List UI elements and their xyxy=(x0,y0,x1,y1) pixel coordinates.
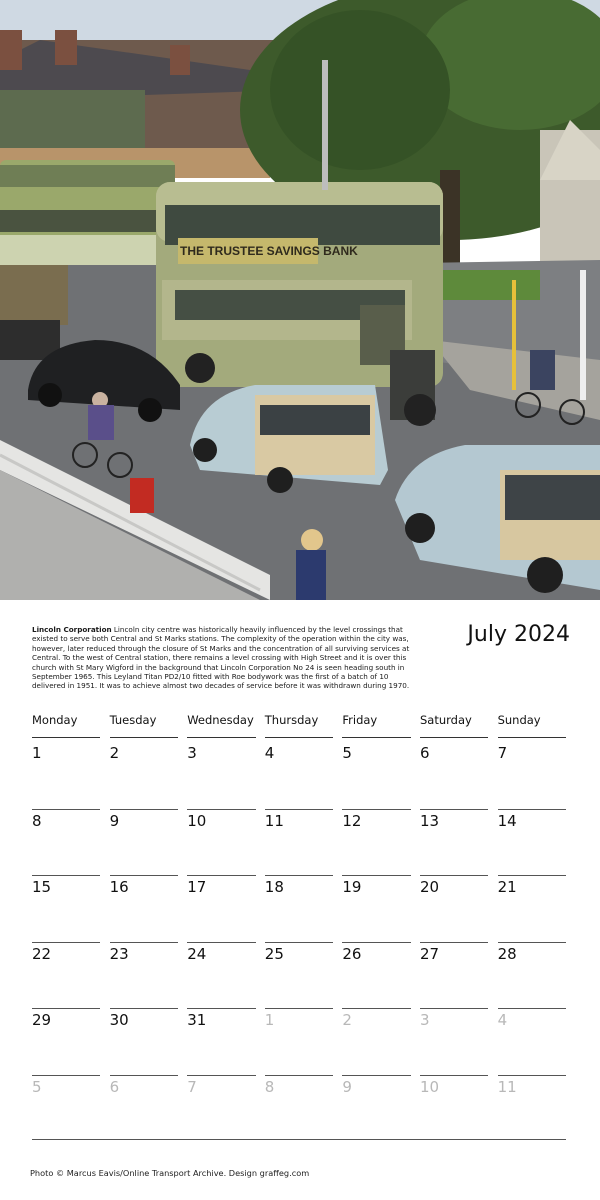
weekday-header: Monday xyxy=(32,710,100,738)
weekday-header: Friday xyxy=(342,710,410,738)
day-cell[interactable] xyxy=(187,1008,255,1075)
day-cell[interactable] xyxy=(187,942,255,1009)
day-cell[interactable] xyxy=(110,742,178,809)
day-number: 26 xyxy=(342,944,362,963)
caption-text: Lincoln city centre was historically heavily influenced by the level crossings that existed to serve both Central and St Marks stations. The complexity of the operation within the city was, however, later reduced through the closure of St Marks and the concentration of all surviving services at Central. To the west of Central station, there remains a level crossing with High Street and it is over this church with St Mary Wigford in the background that Lincoln Corporation No 24 is seen heading south in September 1965. This Leyland Titan PD2/10 fitted with Roe bodywork was the first of a batch of 10 delivered in 1951. It was to achieve almost two decades of service before it was withdrawn during 1970. xyxy=(32,625,410,691)
day-number: 22 xyxy=(32,944,52,963)
day-number: 6 xyxy=(419,744,430,762)
day-number: 9 xyxy=(109,811,120,830)
day-number: 20 xyxy=(419,878,440,896)
day-cell[interactable] xyxy=(187,809,255,876)
day-number: 23 xyxy=(109,944,129,963)
week-row xyxy=(32,809,566,876)
day-number: 15 xyxy=(32,878,52,896)
day-cell[interactable] xyxy=(110,942,178,1009)
week-row xyxy=(32,1008,566,1075)
day-cell[interactable] xyxy=(342,942,410,1009)
week-row xyxy=(32,1075,566,1142)
day-number: 9 xyxy=(342,1077,352,1096)
day-cell-other-month[interactable] xyxy=(187,1075,255,1142)
day-cell[interactable] xyxy=(342,875,410,942)
day-number: 3 xyxy=(419,1011,430,1029)
day-cell-other-month[interactable] xyxy=(342,1008,410,1075)
day-cell[interactable] xyxy=(342,742,410,809)
day-cell[interactable] xyxy=(187,875,255,942)
calendar-grid xyxy=(32,710,566,1141)
weekday-header: Wednesday xyxy=(187,710,255,738)
weekday-header: Thursday xyxy=(265,710,333,738)
weekday-header: Tuesday xyxy=(110,710,178,738)
weekday-header: Sunday xyxy=(498,710,566,738)
day-number: 4 xyxy=(497,1011,508,1029)
day-number: 19 xyxy=(342,878,362,896)
day-cell-other-month[interactable] xyxy=(498,1075,566,1142)
week-row xyxy=(32,942,566,1009)
day-cell[interactable] xyxy=(187,742,255,809)
day-cell-other-month[interactable] xyxy=(498,1008,566,1075)
day-cell[interactable] xyxy=(342,809,410,876)
day-cell[interactable] xyxy=(32,875,100,942)
day-cell-other-month[interactable] xyxy=(265,1075,333,1142)
weekday-header-row xyxy=(32,710,566,742)
svg-text:THE TRUSTEE SAVINGS BANK: THE TRUSTEE SAVINGS BANK xyxy=(180,244,358,258)
day-number: 13 xyxy=(419,811,440,830)
caption-title: Lincoln Corporation xyxy=(32,625,112,634)
day-cell[interactable] xyxy=(265,942,333,1009)
day-number: 18 xyxy=(264,878,284,896)
day-cell[interactable] xyxy=(420,875,488,942)
day-number: 27 xyxy=(419,944,440,963)
photo-caption xyxy=(32,625,417,691)
week-row xyxy=(32,875,566,942)
day-number: 16 xyxy=(109,878,129,896)
day-cell[interactable] xyxy=(498,942,566,1009)
month-year: 2024 xyxy=(514,622,570,647)
day-number: 31 xyxy=(187,1011,207,1029)
day-number: 6 xyxy=(109,1077,120,1096)
day-number: 2 xyxy=(109,744,120,762)
day-number: 10 xyxy=(419,1077,440,1096)
day-number: 3 xyxy=(187,744,197,762)
day-number: 5 xyxy=(342,744,352,762)
day-cell[interactable] xyxy=(110,1008,178,1075)
day-cell[interactable] xyxy=(420,809,488,876)
day-number: 12 xyxy=(342,811,362,830)
day-number: 1 xyxy=(32,744,42,762)
day-cell-other-month[interactable] xyxy=(420,1075,488,1142)
day-number: 4 xyxy=(264,744,275,762)
day-number: 8 xyxy=(32,811,42,830)
day-cell-other-month[interactable] xyxy=(420,1008,488,1075)
day-number: 25 xyxy=(264,944,284,963)
day-cell-other-month[interactable] xyxy=(265,1008,333,1075)
day-number: 7 xyxy=(497,744,508,762)
week-row xyxy=(32,742,566,809)
day-number: 5 xyxy=(32,1077,42,1096)
day-number: 11 xyxy=(264,811,284,830)
day-cell[interactable] xyxy=(32,742,100,809)
day-cell[interactable] xyxy=(265,742,333,809)
day-number: 1 xyxy=(264,1011,275,1029)
day-number: 28 xyxy=(497,944,517,963)
weekday-header: Saturday xyxy=(420,710,488,738)
day-cell[interactable] xyxy=(110,809,178,876)
grid-bottom-rule xyxy=(32,1139,566,1140)
day-number: 10 xyxy=(187,811,207,830)
day-number: 8 xyxy=(264,1077,275,1096)
day-cell[interactable] xyxy=(32,1008,100,1075)
day-cell-other-month[interactable] xyxy=(342,1075,410,1142)
day-number: 30 xyxy=(109,1011,129,1029)
month-name: July xyxy=(467,622,507,647)
day-cell[interactable] xyxy=(420,942,488,1009)
day-cell[interactable] xyxy=(32,942,100,1009)
photo-credit: Photo © Marcus Eavis/Online Transport Archive. Design graffeg.com xyxy=(30,1168,310,1178)
day-number: 21 xyxy=(497,878,517,896)
day-number: 2 xyxy=(342,1011,352,1029)
day-cell[interactable] xyxy=(420,742,488,809)
day-number: 17 xyxy=(187,878,207,896)
day-cell-other-month[interactable] xyxy=(32,1075,100,1142)
day-cell[interactable] xyxy=(498,875,566,942)
day-cell[interactable] xyxy=(265,875,333,942)
day-number: 14 xyxy=(497,811,517,830)
day-cell[interactable] xyxy=(32,809,100,876)
day-cell[interactable] xyxy=(498,742,566,809)
month-title xyxy=(467,622,570,647)
day-cell[interactable] xyxy=(498,809,566,876)
day-cell[interactable] xyxy=(110,875,178,942)
day-number: 7 xyxy=(187,1077,197,1096)
day-number: 11 xyxy=(497,1077,517,1096)
day-cell-other-month[interactable] xyxy=(110,1075,178,1142)
day-cell[interactable] xyxy=(265,809,333,876)
day-number: 29 xyxy=(32,1011,52,1029)
day-number: 24 xyxy=(187,944,207,963)
